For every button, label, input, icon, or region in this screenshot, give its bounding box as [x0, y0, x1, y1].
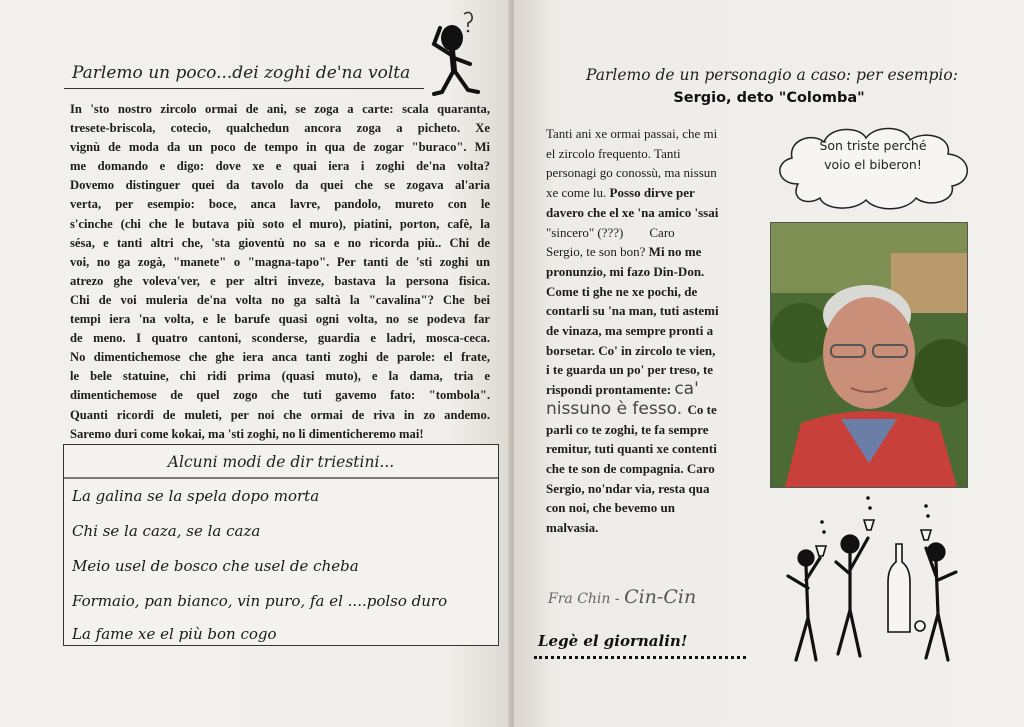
body-line: tempi iera 'na volta, e le barufe quasi ogni volta, no se podeva far — [70, 312, 490, 327]
body-line: vignù de moda da un poco de tempo in qua de zogar "buraco". Mi — [70, 140, 490, 155]
saying-item: Formaio, pan bianco, vin puro, fa el ....polso duro — [72, 592, 448, 610]
body-line — [546, 301, 774, 321]
body-line — [546, 380, 774, 400]
body-line: In 'sto nostro zircolo ormai de ani, se zoga a carte: scala quaranta, — [70, 102, 490, 116]
body-text: Mi no me — [648, 244, 702, 260]
bubble-line: Son triste perché — [819, 138, 927, 153]
body-text: rispondi prontamente: — [546, 382, 675, 398]
body-line: Chi de voi muleria de'na volta no ga saltà la "cavalina"? Che bei — [70, 292, 490, 307]
body-line: No dimentichemose che ghe iera anca tanti zoghi de parole: el frate, — [70, 350, 490, 365]
body-line — [546, 183, 774, 203]
portrait-image — [771, 223, 967, 487]
body-text: de vinaza, ma sempre pronti a — [546, 323, 714, 339]
body-text: "sincero" (???) Caro — [546, 224, 675, 240]
body-line — [546, 479, 774, 499]
toasting-figures-icon — [776, 492, 976, 668]
body-line — [546, 282, 774, 302]
sayings-box-title: Alcuni modi de dir triestini... — [167, 453, 395, 471]
body-line — [546, 400, 774, 420]
footer-dotted-line — [534, 656, 746, 659]
body-line — [546, 242, 774, 262]
portrait-photo — [770, 222, 968, 488]
body-line: le bele statuine, chi ridi prima (quasi muto), e la dama, tria e — [70, 369, 490, 384]
right-page-title: Parlemo de un personagio a caso: per esempio: — [586, 66, 958, 84]
signature-name: Cin-Cin — [624, 586, 697, 608]
right-page — [514, 0, 1024, 727]
sayings-divider — [64, 476, 498, 480]
body-line — [546, 144, 774, 164]
body-line: Saremo duri come kokai, ma 'sti zoghi, no li dimenticheremo mai! — [70, 426, 424, 441]
saying-item: Meio usel de bosco che usel de cheba — [72, 557, 359, 575]
body-line — [546, 498, 774, 518]
body-text: Tanti ani xe ormai passai, che mi — [546, 126, 718, 141]
saying-item: Chi se la caza, se la caza — [72, 522, 261, 540]
body-line — [546, 321, 774, 341]
body-line: de meno. I quatro cantoni, sconderse, guardia e ladri, mosca-ceca. — [70, 331, 490, 346]
body-text: i te guarda un po' per treso, te — [546, 362, 714, 378]
body-line — [546, 163, 774, 183]
body-text: contarli su 'na man, tuti astemi — [546, 303, 719, 319]
body-text: parli co te zoghi, te fa sempre — [546, 421, 709, 437]
body-text: el zircolo frequento. Tanti — [546, 145, 681, 161]
body-line: dimentichemose de quel zogo che tuti gavemo fato: "tombola". — [70, 388, 490, 403]
body-text: remitur, tuti quanti xe contenti — [546, 441, 717, 457]
body-text: con noi, che bevemo un — [546, 500, 675, 516]
bubble-text — [768, 136, 978, 174]
saying-item: La fame xe el più bon cogo — [72, 625, 277, 643]
body-text: ca' — [674, 379, 699, 400]
body-line: verta, per esempio: boce, anca lavre, pandolo, mureto con le — [70, 197, 490, 212]
body-line — [546, 518, 774, 538]
footer-slogan: Legè el giornalin! — [538, 632, 688, 650]
body-line: sésa, e tanti altri che, 'sta gioventù no sa e no ricorda più.. Chi de — [70, 235, 490, 250]
body-text: davero che el xe 'na amico 'ssai — [546, 204, 719, 220]
body-line — [546, 459, 774, 479]
body-line: s'cinche (chi che le butava più soto el muro), piatini, porton, cafè, la — [70, 216, 490, 231]
body-line: tresete-briscola, cotecio, qualchedun ancora zoga a picheto. Xe — [70, 121, 490, 136]
body-line — [546, 124, 774, 144]
left-article-body — [70, 100, 490, 444]
body-line — [546, 223, 774, 243]
signature — [548, 586, 696, 608]
signature-prefix: Fra Chin - — [548, 591, 625, 607]
body-line — [546, 439, 774, 459]
left-page-title: Parlemo un poco...dei zoghi de'na volta — [72, 63, 411, 83]
body-text: pronunzio, mi fazo Din-Don. — [546, 263, 705, 279]
body-line — [546, 203, 774, 223]
body-line: atrezo ghe voleva'ver, e per altri inveze, bastava la persona fisica. — [70, 273, 490, 288]
body-text: Come ti ghe ne xe pochi, de — [546, 283, 698, 299]
body-text: malvasia. — [546, 520, 599, 536]
body-line: voi, no ga zogà, "manete" o "magna-tapo". Per tanti de 'sti zoghi un — [70, 254, 490, 269]
person-name: Sergio, deto "Colomba" — [673, 90, 865, 106]
body-line: Dovemo distinguer quei da tavolo da quei che se zogava al'aria — [70, 178, 490, 193]
body-text: nissuno è fesso. — [546, 398, 688, 419]
sayings-box — [63, 444, 499, 646]
body-text: Posso dirve per — [609, 185, 695, 201]
thought-bubble — [768, 122, 978, 212]
body-line — [546, 341, 774, 361]
body-text: borsetar. Co' in zircolo te vien, — [546, 342, 716, 358]
saying-item: La galina se la spela dopo morta — [72, 487, 320, 505]
body-text: xe come lu. — [546, 185, 610, 201]
body-text: personagi go conossù, ma nissun — [546, 165, 717, 181]
body-text: Sergio, te son bon? — [546, 244, 649, 260]
body-line: Quanti ricordi de muleti, per noi che ormai de riva in zo andemo. — [70, 407, 490, 422]
body-line — [546, 360, 774, 380]
body-line — [546, 262, 774, 282]
body-text: Sergio, no'ndar via, resta qua — [546, 480, 710, 496]
body-text: che te son de compagnia. Caro — [546, 460, 715, 476]
body-line — [546, 420, 774, 440]
thinking-figure-icon — [412, 8, 492, 100]
right-article-body — [546, 124, 774, 538]
title-underline — [64, 88, 424, 89]
body-text: Co te — [687, 401, 717, 417]
body-line: me domando e digo: dove xe e quai iera i zoghi de'na volta? — [70, 159, 490, 174]
bubble-line: voio el biberon! — [824, 157, 922, 172]
